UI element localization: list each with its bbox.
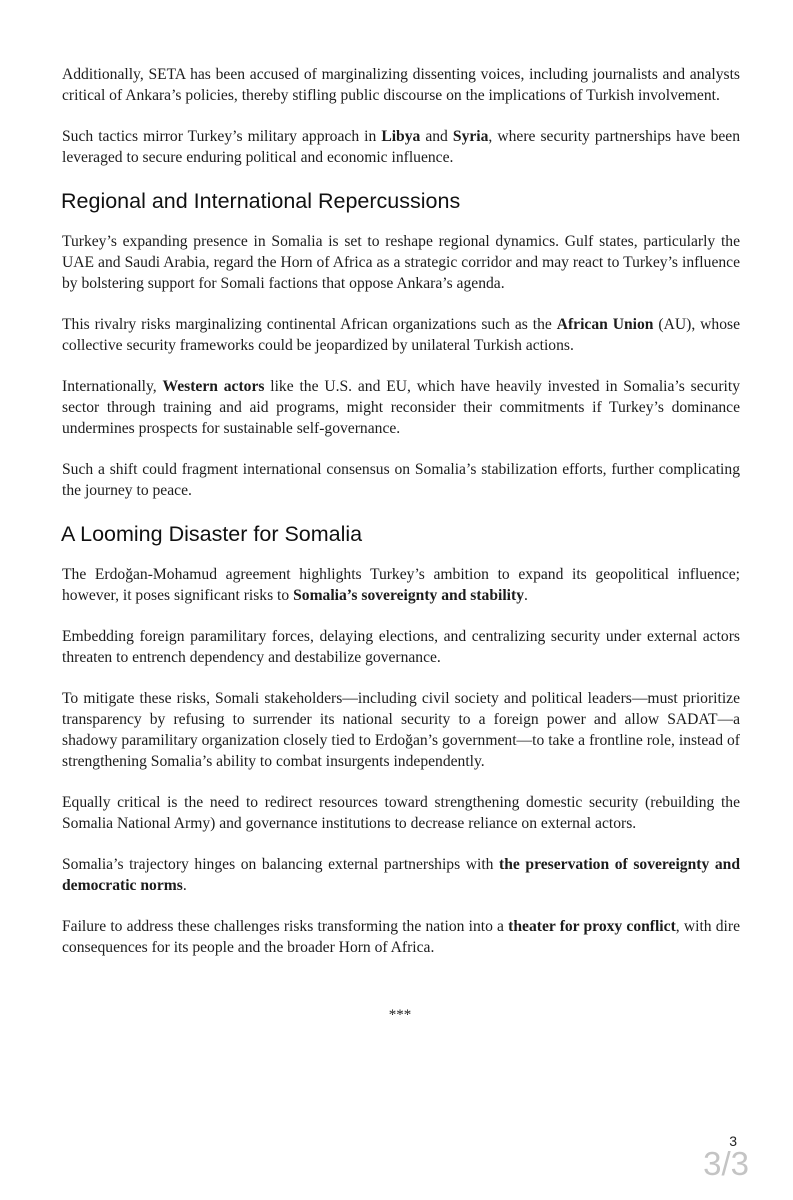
paragraph-western-actors: Internationally, Western actors like the U.S. and EU, which have heavily invested in Somalia’s security sector through training and aid programs, might reconsider their commitments if Turkey’s dominance undermines prospects for sustainable self-governance.	[62, 378, 740, 437]
page-counter-overlay: 3/3	[703, 1145, 749, 1182]
section-heading-repercussions: Regional and International Repercussions	[61, 189, 461, 213]
section-heading-disaster: A Looming Disaster for Somalia	[61, 522, 363, 546]
paragraph-trajectory: Somalia’s trajectory hinges on balancing external partnerships with the preservation of sovereignty and democratic norms.	[62, 856, 740, 894]
paragraph-consensus: Such a shift could fragment international consensus on Somalia’s stabilization efforts, further complicating the journey to peace.	[62, 461, 740, 499]
paragraph-embedding: Embedding foreign paramilitary forces, delaying elections, and centralizing security under external actors threaten to entrench dependency and destabilize governance.	[62, 628, 740, 666]
paragraph-agreement: The Erdoğan-Mohamud agreement highlights Turkey’s ambition to expand its geopolitical influence; however, it poses significant risks to Somalia’s sovereignty and stability.	[62, 566, 740, 604]
paragraph-equally-critical: Equally critical is the need to redirect resources toward strengthening domestic security (rebuilding the Somalia National Army) and governance institutions to decrease reliance on external actors.	[62, 794, 740, 832]
document-page	[62, 64, 740, 978]
section-separator: ***	[388, 1007, 412, 1023]
paragraph-regional-dynamics: Turkey’s expanding presence in Somalia is set to reshape regional dynamics. Gulf states, particularly the UAE and Saudi Arabia, regard the Horn of Africa as a strategic corridor and may react to Turkey’s influence by bolstering support for Somali factions that oppose Ankara’s agenda.	[62, 233, 740, 292]
paragraph-failure: Failure to address these challenges risks transforming the nation into a theater for proxy conflict, with dire consequences for its people and the broader Horn of Africa.	[62, 918, 740, 956]
paragraph-seta: Additionally, SETA has been accused of marginalizing dissenting voices, including journalists and analysts critical of Ankara’s policies, thereby stifling public discourse on the implications of Turkish involvement.	[62, 66, 740, 104]
paragraph-african-union: This rivalry risks marginalizing continental African organizations such as the African Union (AU), whose collective security frameworks could be jeopardized by unilateral Turkish actions.	[62, 316, 740, 354]
page-number: 3	[729, 1133, 737, 1149]
paragraph-mitigate: To mitigate these risks, Somali stakeholders—including civil society and political leaders—must prioritize transparency by refusing to surrender its national security to a foreign power and allow SADAT—a shadowy paramilitary organization closely tied to Erdoğan’s government—to take a frontline role, instead of strengthening Somalia’s ability to combat insurgents independently.	[62, 690, 740, 770]
paragraph-military-approach: Such tactics mirror Turkey’s military approach in Libya and Syria, where security partnerships have been leveraged to secure enduring political and economic influence.	[62, 128, 741, 166]
